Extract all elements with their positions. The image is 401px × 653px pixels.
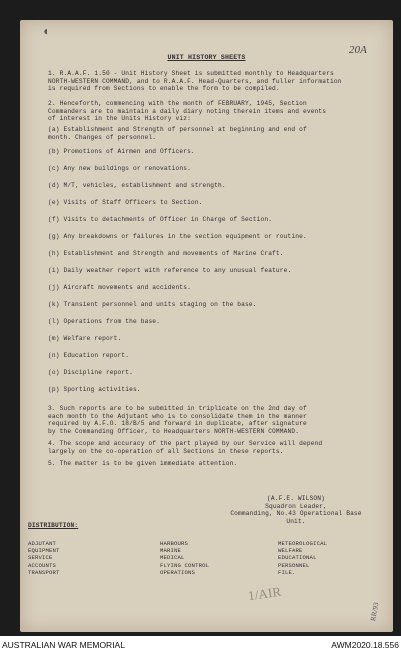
- side-annotation: RR/93: [369, 601, 381, 622]
- list-item: (m) Welfare report.: [48, 335, 122, 342]
- list-item: (j) Aircraft movements and accidents.: [48, 284, 191, 291]
- paragraph-2: 2. Henceforth, commencing with the month of FEBRUARY, 1945, Section Commanders are to maintain a daily diary noting therein items and events of interest in the Units History viz:: [48, 100, 327, 123]
- document-title: UNIT HISTORY SHEETS: [167, 54, 246, 61]
- list-item: (g) Any breakdowns or failures in the section equipment or routine.: [48, 233, 307, 240]
- corner-reference: 20A: [348, 44, 367, 56]
- paragraph-1: 1. R.A.A.F. 1.50 - Unit History Sheet is submitted monthly to Headquarters NORTH-WESTERN COMMAND, and to R.A.A.F. Head-Quarters, and fuller information is required from Sections to enable the form to be compiled.: [48, 70, 342, 93]
- list-item: (o) Discipline report.: [48, 369, 133, 376]
- list-item: (h) Establishment and Strength and movements of Marine Craft.: [48, 250, 284, 257]
- distribution-heading: DISTRIBUTION:: [28, 522, 79, 529]
- list-item: (n) Education report.: [48, 352, 130, 359]
- signature-block: (A.F.E. WILSON) Squadron Leader, Commanding, No.43 Operational Base Unit.: [230, 495, 362, 525]
- paragraph-4: 4. The scope and accuracy of the part played by our Service will depend largely on the co-operation of all Sections in these reports.: [48, 440, 323, 455]
- list-item: (d) M/T, vehicles, establishment and strength.: [48, 182, 226, 189]
- distribution-column-2: HARBOURS MARINE MEDICAL FLYING CONTROL OPERATIONS: [160, 540, 210, 576]
- list-item: (f) Visits to detachments of Officer in Charge of Section.: [48, 216, 273, 223]
- list-item: (i) Daily weather report with reference to any unusual feature.: [48, 267, 292, 274]
- pencil-annotation: 1/AIR: [247, 583, 283, 604]
- list-item: (a) Establishment and Strength of personnel at beginning and end of month. Changes of personnel.: [48, 126, 307, 141]
- paragraph-5: 5. The matter is to be given immediate attention.: [48, 460, 238, 467]
- archive-reference: AWM2020.18.556: [331, 640, 399, 650]
- list-item: (c) Any new buildings or renovations.: [48, 165, 191, 172]
- punch-hole-mark: ◖: [42, 24, 50, 38]
- list-item: (b) Promotions of Airmen and Officers.: [48, 148, 195, 155]
- list-item: (p) Sporting activities.: [48, 386, 141, 393]
- list-item: (k) Transient personnel and units staging on the base.: [48, 301, 257, 308]
- paragraph-3: 3. Such reports are to be submitted in triplicate on the 2nd day of each month to the Adjutant who is to consolidate them in the manner required by A.F.O. 18/B/5 and forward in duplicate, after signature by the Commanding Officer, to Headquarters NORTH-WESTERN COMMAND.: [48, 405, 307, 435]
- archive-footer: [0, 638, 401, 653]
- archive-name: AUSTRALIAN WAR MEMORIAL: [2, 640, 125, 650]
- distribution-column-1: ADJUTANT EQUIPMENT SERVICE ACCOUNTS TRANSPORT: [28, 540, 60, 576]
- document-page: [20, 20, 393, 632]
- list-item: (e) Visits of Staff Officers to Section.: [48, 199, 203, 206]
- list-item: (l) Operations from the base.: [48, 318, 161, 325]
- distribution-column-3: METEOROLOGICAL WELFARE EDUCATIONAL PERSONNEL FILE.: [278, 540, 328, 576]
